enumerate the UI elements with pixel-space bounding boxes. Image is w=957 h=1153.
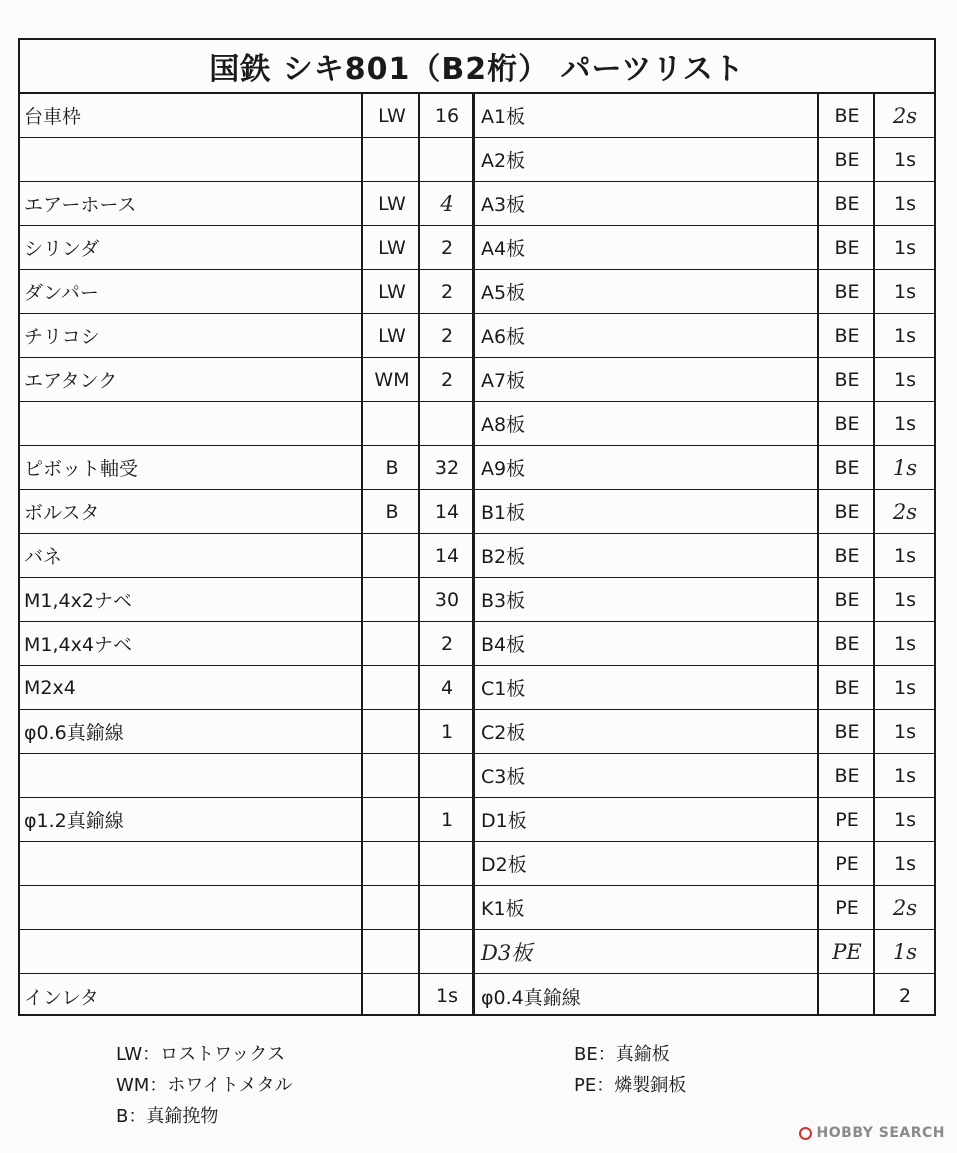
cell-name: インレタ xyxy=(24,986,99,1009)
cell-name xyxy=(24,754,362,797)
page-title: 国鉄 シキ801（B2桁） パーツリスト xyxy=(20,40,934,94)
cell-qty2: 1s xyxy=(894,368,916,391)
cell-mat2: BE xyxy=(834,544,860,567)
cell-name2: B3板 xyxy=(481,590,526,612)
cell-qty2: 1s xyxy=(894,324,916,347)
cell-mat2: BE xyxy=(834,368,860,391)
cell-name: バネ xyxy=(24,546,63,568)
cell-mat: LW xyxy=(378,192,406,215)
cell-qty: 32 xyxy=(434,456,460,479)
logo-icon xyxy=(799,1127,812,1140)
cell-name2: A5板 xyxy=(481,282,526,304)
cell-name: エアーホース xyxy=(24,194,137,216)
cell-mat xyxy=(366,930,418,973)
cell-qty2: 1s xyxy=(894,588,916,611)
table-row xyxy=(20,446,934,490)
cell-mat2: PE xyxy=(835,808,859,831)
cell-qty: 2 xyxy=(440,280,454,303)
table-row xyxy=(20,754,934,798)
cell-name2: A2板 xyxy=(481,150,526,172)
parts-table xyxy=(20,94,934,1015)
cell-name xyxy=(24,138,362,181)
cell-qty2: 1s xyxy=(894,236,916,259)
cell-name2: C2板 xyxy=(481,722,526,744)
cell-mat2: PE xyxy=(835,852,859,875)
table-row xyxy=(20,226,934,270)
cell-qty2: 2 xyxy=(898,985,912,1007)
table-row xyxy=(20,578,934,622)
cell-name xyxy=(24,842,362,885)
cell-mat xyxy=(366,666,418,709)
table-row xyxy=(20,138,934,182)
table-row xyxy=(20,534,934,578)
watermark-logo xyxy=(799,1125,945,1141)
cell-qty2: 1s xyxy=(894,720,916,743)
cell-name: M1,4x2ナベ xyxy=(24,590,132,612)
cell-mat xyxy=(366,754,418,797)
cell-mat2: BE xyxy=(834,588,860,611)
cell-name2: A9板 xyxy=(481,458,526,480)
cell-name2: A8板 xyxy=(481,414,526,436)
legend-lw: LW：ロストワックス xyxy=(116,1044,286,1065)
cell-name2: φ0.4真鍮線 xyxy=(481,986,581,1009)
table-row xyxy=(20,270,934,314)
cell-qty: 4 xyxy=(440,676,454,699)
cell-qty2: 1s xyxy=(894,808,916,831)
cell-mat2: BE xyxy=(834,676,860,699)
cell-name2: A6板 xyxy=(481,326,526,348)
cell-name2: D1板 xyxy=(481,810,527,832)
cell-qty2: 1s xyxy=(892,455,918,480)
cell-name2: D3板 xyxy=(481,940,533,965)
cell-name2: A1板 xyxy=(481,106,526,128)
cell-name: M2x4 xyxy=(24,676,76,699)
cell-name: ボルスタ xyxy=(24,502,100,524)
table-row xyxy=(20,974,934,1018)
cell-qty xyxy=(422,842,472,885)
cell-name: 台車枠 xyxy=(24,106,82,128)
cell-qty: 2 xyxy=(440,324,454,347)
cell-qty2: 2s xyxy=(892,103,918,128)
cell-name2: D2板 xyxy=(481,854,527,876)
cell-qty: 14 xyxy=(434,544,460,567)
table-row xyxy=(20,622,934,666)
cell-qty xyxy=(422,754,472,797)
cell-mat2 xyxy=(821,974,873,1018)
cell-qty: 2 xyxy=(440,632,454,655)
cell-name2: B4板 xyxy=(481,634,526,656)
cell-name: M1,4x4ナベ xyxy=(24,634,132,656)
cell-qty xyxy=(422,138,472,181)
table-row xyxy=(20,886,934,930)
cell-qty: 2 xyxy=(440,368,454,391)
cell-qty2: 1s xyxy=(894,852,916,875)
cell-name: シリンダ xyxy=(24,238,100,260)
cell-qty2: 1s xyxy=(894,676,916,699)
table-row xyxy=(20,94,934,138)
parts-list-sheet xyxy=(18,38,936,1016)
legend-be: BE：真鍮板 xyxy=(574,1044,670,1065)
legend-b: B：真鍮挽物 xyxy=(116,1106,219,1127)
cell-mat2: BE xyxy=(834,456,860,479)
cell-qty: 1 xyxy=(440,808,454,831)
cell-qty2: 1s xyxy=(894,544,916,567)
cell-qty: 4 xyxy=(440,191,454,216)
cell-name xyxy=(24,402,362,445)
cell-mat xyxy=(366,622,418,665)
table-row xyxy=(20,358,934,402)
cell-mat xyxy=(366,974,418,1018)
cell-mat xyxy=(366,886,418,929)
cell-mat2: BE xyxy=(834,192,860,215)
table-row xyxy=(20,490,934,534)
table-row xyxy=(20,314,934,358)
cell-qty: 1 xyxy=(440,720,454,743)
cell-mat2: BE xyxy=(834,412,860,435)
cell-qty xyxy=(422,886,472,929)
cell-mat: LW xyxy=(378,104,406,127)
cell-mat2: BE xyxy=(834,632,860,655)
cell-mat xyxy=(366,578,418,621)
cell-qty: 14 xyxy=(434,500,460,523)
cell-qty2: 1s xyxy=(892,939,918,964)
cell-name: エアタンク xyxy=(24,370,118,392)
table-row xyxy=(20,798,934,842)
cell-name2: A7板 xyxy=(481,370,526,392)
cell-name: φ1.2真鍮線 xyxy=(24,810,124,832)
cell-mat2: BE xyxy=(834,280,860,303)
cell-mat xyxy=(366,534,418,577)
cell-qty: 30 xyxy=(434,588,460,611)
cell-qty2: 1s xyxy=(894,192,916,215)
cell-name2: B1板 xyxy=(481,502,526,524)
cell-mat: LW xyxy=(378,236,406,259)
cell-mat: LW xyxy=(378,280,406,303)
cell-mat: B xyxy=(385,456,399,479)
cell-mat2: BE xyxy=(834,104,860,127)
cell-mat xyxy=(366,710,418,753)
table-row xyxy=(20,182,934,226)
legend-pe: PE：燐製銅板 xyxy=(574,1075,687,1096)
cell-mat xyxy=(366,798,418,841)
cell-qty2: 1s xyxy=(894,148,916,171)
cell-qty2: 1s xyxy=(894,280,916,303)
cell-qty: 2 xyxy=(440,236,454,259)
cell-name2: A4板 xyxy=(481,238,526,260)
table-row xyxy=(20,666,934,710)
table-row xyxy=(20,930,934,974)
cell-mat2: BE xyxy=(834,324,860,347)
cell-mat2: BE xyxy=(834,236,860,259)
table-row xyxy=(20,710,934,754)
cell-mat xyxy=(366,842,418,885)
table-row xyxy=(20,842,934,886)
cell-name: φ0.6真鍮線 xyxy=(24,722,124,744)
cell-name2: C1板 xyxy=(481,678,526,700)
cell-mat2: BE xyxy=(834,148,860,171)
cell-mat2: PE xyxy=(832,939,862,964)
cell-qty: 1s xyxy=(436,985,458,1007)
cell-name: ピボット軸受 xyxy=(24,458,139,480)
watermark-text: HOBBY SEARCH xyxy=(816,1125,945,1141)
cell-qty xyxy=(422,402,472,445)
cell-qty: 16 xyxy=(434,104,460,127)
cell-name: チリコシ xyxy=(24,326,100,348)
cell-name xyxy=(24,930,362,973)
cell-name2: K1板 xyxy=(481,898,525,920)
cell-mat2: BE xyxy=(834,720,860,743)
cell-mat: B xyxy=(385,500,399,523)
cell-qty2: 1s xyxy=(894,632,916,655)
cell-qty2: 2s xyxy=(892,895,918,920)
cell-name2: B2板 xyxy=(481,546,526,568)
cell-mat xyxy=(366,402,418,445)
table-row xyxy=(20,402,934,446)
cell-mat: WM xyxy=(374,368,410,391)
cell-name xyxy=(24,886,362,929)
cell-qty2: 1s xyxy=(894,412,916,435)
cell-mat: LW xyxy=(378,324,406,347)
cell-name: ダンパー xyxy=(24,282,99,304)
cell-mat2: BE xyxy=(834,764,860,787)
cell-name2: C3板 xyxy=(481,766,526,788)
legend-wm: WM：ホワイトメタル xyxy=(116,1075,293,1096)
cell-qty xyxy=(422,930,472,973)
cell-mat xyxy=(366,138,418,181)
cell-name2: A3板 xyxy=(481,194,526,216)
cell-mat2: BE xyxy=(834,500,860,523)
cell-qty2: 2s xyxy=(892,499,918,524)
cell-qty2: 1s xyxy=(894,764,916,787)
cell-mat2: PE xyxy=(835,896,859,919)
